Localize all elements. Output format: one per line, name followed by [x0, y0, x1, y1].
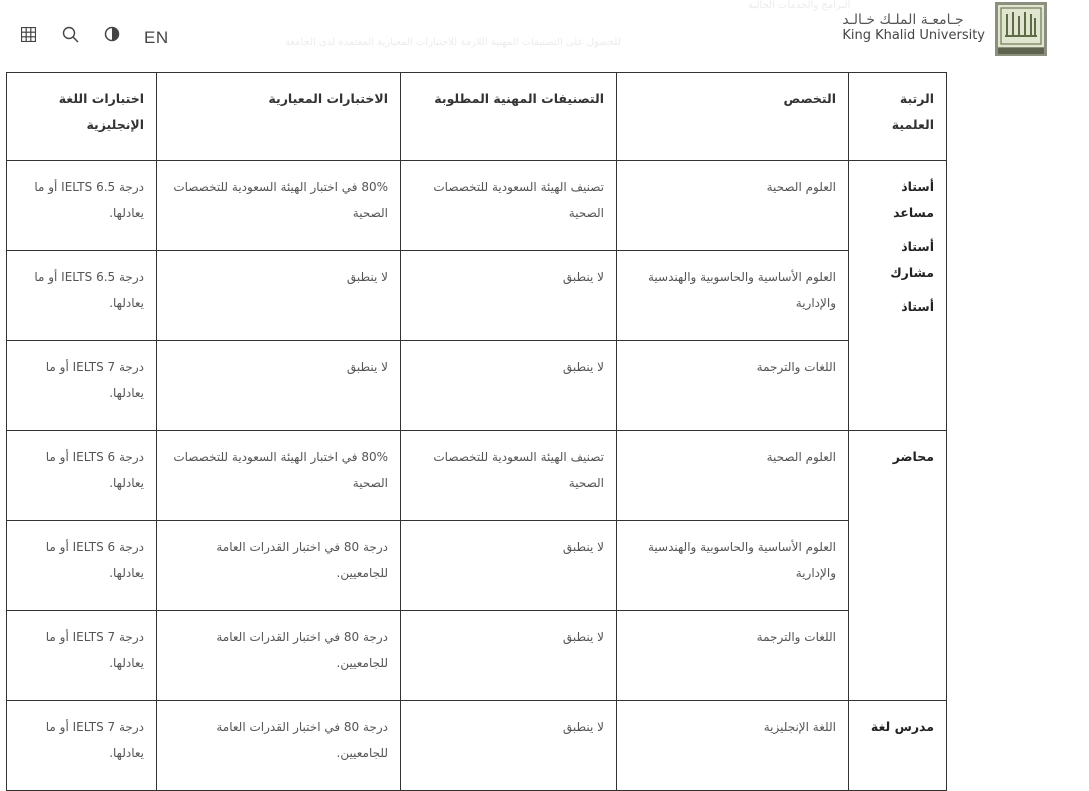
standard-test-cell: 80% في اختبار الهيئة السعودية للتخصصات الصحية: [157, 161, 401, 251]
table-row: [7, 431, 947, 521]
requirements-table: [6, 72, 947, 791]
background-faint-text: للحصول على التصنيفات المهنية اللازمة للاختبارات المعيارية المعتمدة لدى الجامعة: [285, 37, 621, 48]
university-brand[interactable]: [842, 2, 1047, 56]
rank-label: مدرس لغة: [870, 719, 934, 734]
table-row: [7, 161, 947, 251]
university-logo-icon: [995, 2, 1047, 56]
contrast-icon[interactable]: [102, 24, 122, 44]
standard-test-cell: 80% في اختبار الهيئة السعودية للتخصصات الصحية: [157, 431, 401, 521]
classification-cell: تصنيف الهيئة السعودية للتخصصات الصحية: [401, 161, 617, 251]
english-test-cell: درجة 6.5 IELTS أو ما يعادلها.: [7, 251, 157, 341]
classification-cell: لا ينطبق: [401, 251, 617, 341]
language-toggle[interactable]: EN: [144, 28, 169, 47]
standard-test-cell: درجة 80 في اختبار القدرات العامة للجامعيين.: [157, 701, 401, 791]
rank-cell: [849, 431, 947, 701]
specialty-cell: العلوم الأساسية والحاسوبية والهندسية والإدارية: [617, 521, 849, 611]
specialty-cell: العلوم الصحية: [617, 161, 849, 251]
rank-label: أستاذ مساعد: [893, 179, 934, 220]
standard-test-cell: لا ينطبق: [157, 251, 401, 341]
classification-cell: تصنيف الهيئة السعودية للتخصصات الصحية: [401, 431, 617, 521]
english-test-cell: درجة 7 IELTS أو ما يعادلها.: [7, 341, 157, 431]
table-header-row: [7, 73, 947, 161]
toolbar: [18, 20, 169, 48]
specialty-cell: اللغات والترجمة: [617, 341, 849, 431]
specialty-cell: اللغة الإنجليزية: [617, 701, 849, 791]
english-test-cell: درجة 6.5 IELTS أو ما يعادلها.: [7, 161, 157, 251]
header-rank: الرتبة العلمية: [849, 73, 947, 161]
specialty-cell: اللغات والترجمة: [617, 611, 849, 701]
rank-label: أستاذ: [901, 299, 934, 314]
rank-label: محاضر: [892, 449, 934, 464]
standard-test-cell: درجة 80 في اختبار القدرات العامة للجامعيين.: [157, 521, 401, 611]
grid-icon[interactable]: [18, 24, 38, 44]
classification-cell: لا ينطبق: [401, 521, 617, 611]
classification-cell: لا ينطبق: [401, 341, 617, 431]
header: [0, 0, 1089, 60]
rank-cell: [849, 701, 947, 791]
english-test-cell: درجة 6 IELTS أو ما يعادلها.: [7, 521, 157, 611]
brand-name-english: King Khalid University: [842, 28, 985, 43]
header-english-tests: اختبارات اللغة الإنجليزية: [7, 73, 157, 161]
table-row: [7, 251, 947, 341]
rank-label: أستاذ مشارك: [890, 239, 934, 280]
standard-test-cell: درجة 80 في اختبار القدرات العامة للجامعيين.: [157, 611, 401, 701]
brand-name-arabic: جـامعـة الملـك خـالـد: [842, 12, 964, 28]
standard-test-cell: لا ينطبق: [157, 341, 401, 431]
specialty-cell: العلوم الصحية: [617, 431, 849, 521]
background-faint-text: البرامج والخدمات الحالية: [748, 0, 851, 11]
classification-cell: لا ينطبق: [401, 611, 617, 701]
rank-cell: [849, 161, 947, 431]
table-row: [7, 341, 947, 431]
classification-cell: لا ينطبق: [401, 701, 617, 791]
header-standard-tests: الاختبارات المعيارية: [157, 73, 401, 161]
english-test-cell: درجة 6 IELTS أو ما يعادلها.: [7, 431, 157, 521]
english-test-cell: درجة 7 IELTS أو ما يعادلها.: [7, 701, 157, 791]
english-test-cell: درجة 7 IELTS أو ما يعادلها.: [7, 611, 157, 701]
header-classification: التصنيفات المهنية المطلوبة: [401, 73, 617, 161]
header-specialty: التخصص: [617, 73, 849, 161]
search-icon[interactable]: [60, 24, 80, 44]
table-row: [7, 701, 947, 791]
table-row: [7, 611, 947, 701]
table-row: [7, 521, 947, 611]
specialty-cell: العلوم الأساسية والحاسوبية والهندسية والإدارية: [617, 251, 849, 341]
